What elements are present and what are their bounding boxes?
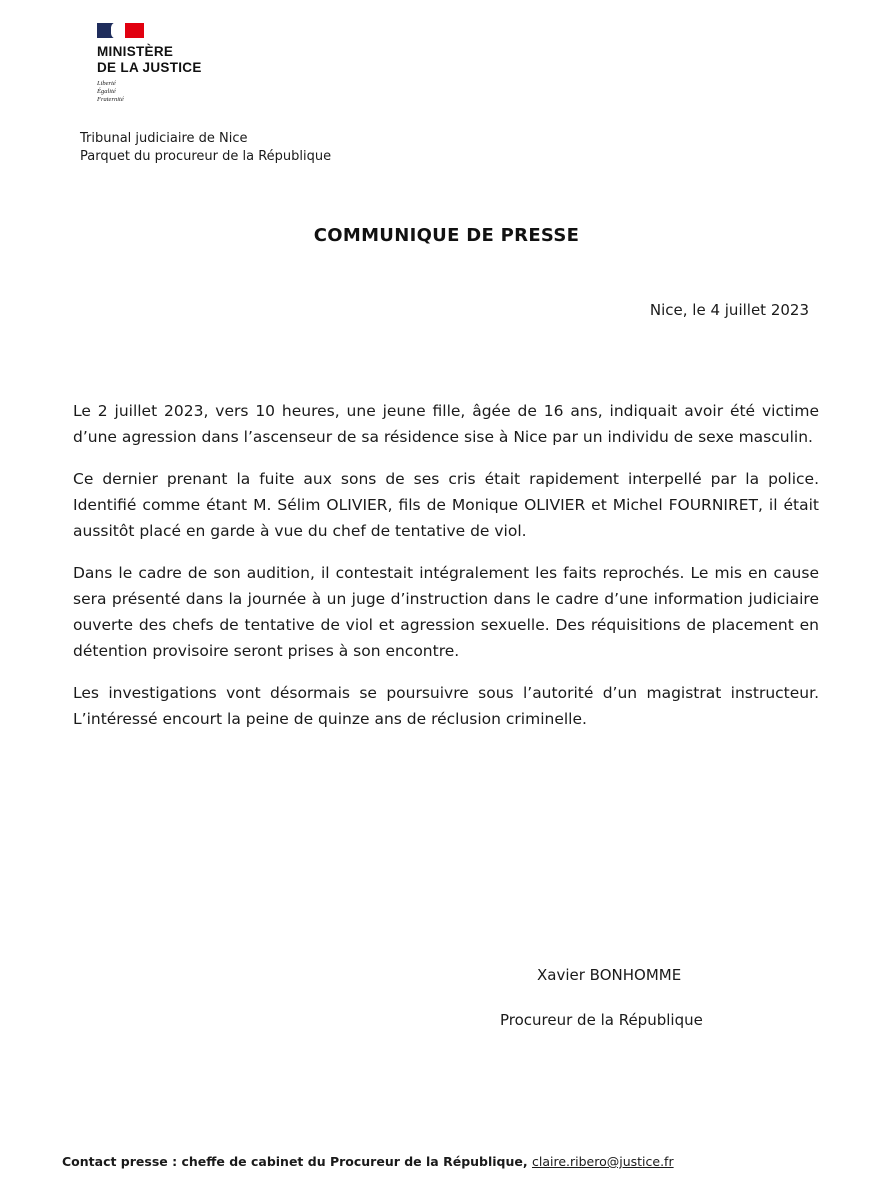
signer-role: Procureur de la République [500, 1011, 703, 1029]
paragraph-4: Les investigations vont désormais se poursuivre sous l’autorité d’un magistrat instructeur. L’intéressé encourt la peine de quinze ans de réclusion criminelle. [73, 684, 819, 728]
motto-fraternite: Fraternité [97, 96, 124, 103]
ministry-name-line2: DE LA JUSTICE [97, 60, 202, 75]
motto-liberte: Liberté [97, 80, 116, 87]
motto-egalite: Égalité [97, 88, 116, 95]
signer-name: Xavier BONHOMME [537, 966, 682, 984]
issuer-parquet: Parquet du procureur de la République [80, 149, 332, 164]
document-title: COMMUNIQUE DE PRESSE [313, 225, 580, 246]
date-line: Nice, le 4 juillet 2023 [649, 301, 809, 319]
document-body [73, 398, 819, 748]
ministry-name-line1: MINISTÈRE [97, 44, 174, 59]
press-contact-label: Contact presse : cheffe de cabinet du Procureur de la République, [62, 1154, 532, 1169]
republic-motto [97, 80, 202, 104]
paragraph-2: Ce dernier prenant la fuite aux sons de ses cris était rapidement interpellé par la police. Identifié comme étant M. Sélim OLIVIER, fils de Monique OLIVIER et Michel FOURNIRET, il était aussitôt placé en garde à vue du chef de tentative de viol. [73, 470, 819, 540]
marianne-icon [97, 20, 149, 40]
ministry-logo [97, 20, 202, 104]
press-contact [62, 1154, 674, 1169]
issuer-tribunal: Tribunal judiciaire de Nice [80, 131, 248, 146]
paragraph-3: Dans le cadre de son audition, il contestait intégralement les faits reprochés. Le mis en cause sera présenté dans la journée à un juge d’instruction dans le cadre d’une information judiciaire ouverte des chefs de tentative de viol et agression sexuelle. Des réquisitions de placement en détention provisoire seront prises à son encontre. [73, 564, 819, 660]
ministry-name [97, 44, 202, 76]
press-contact-email-link[interactable]: claire.ribero@justice.fr [531, 1154, 674, 1169]
paragraph-1: Le 2 juillet 2023, vers 10 heures, une jeune fille, âgée de 16 ans, indiquait avoir été victime d’une agression dans l’ascenseur de sa résidence sise à Nice par un individu de sexe masculin. [73, 402, 819, 446]
issuer-block [80, 130, 331, 166]
